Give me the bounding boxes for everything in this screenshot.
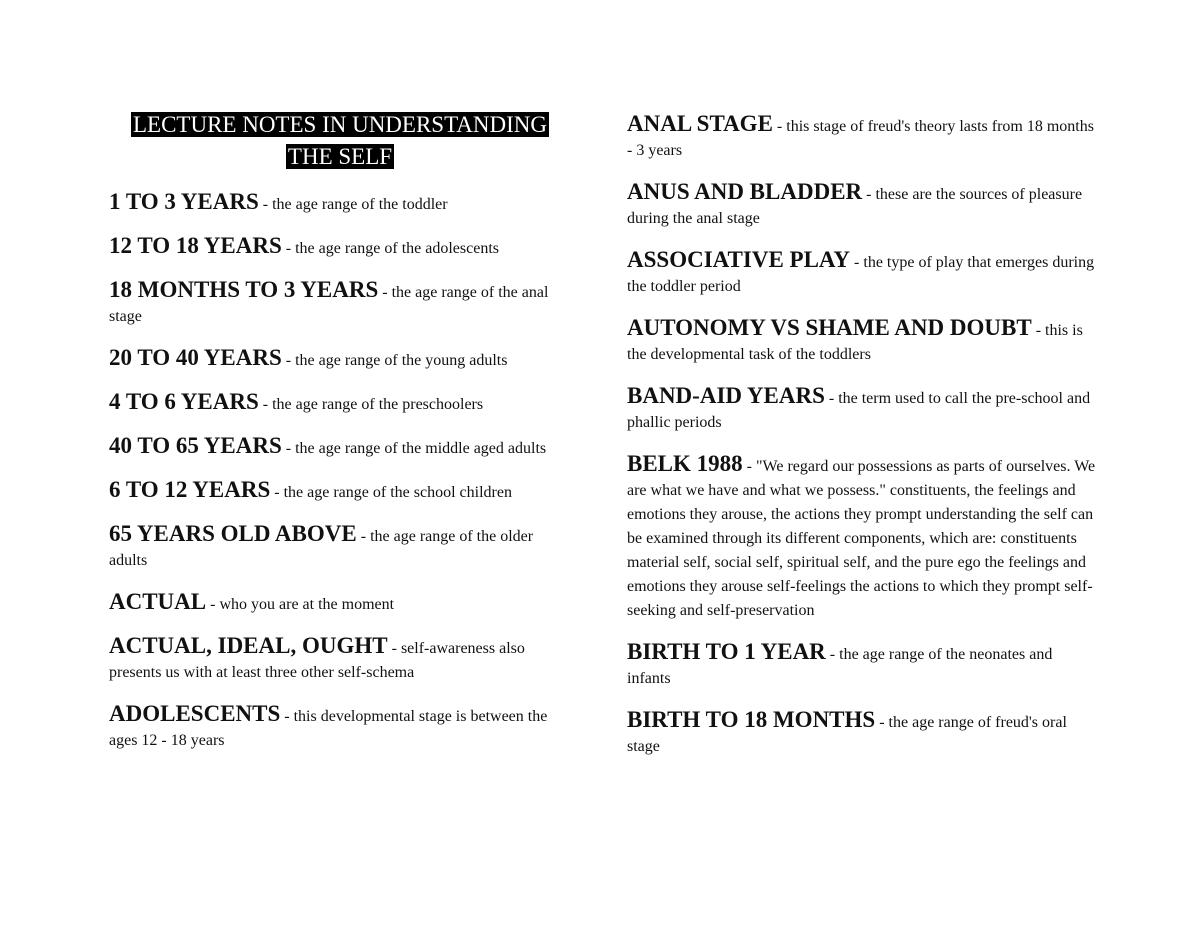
entry-term: 12 TO 18 YEARS [109,233,282,258]
glossary-entry [109,431,571,461]
glossary-entry [627,705,1097,759]
glossary-entry [627,177,1097,231]
entry-definition: - this developmental stage is between the ages 12 - 18 years [109,708,548,749]
glossary-entry [627,313,1097,367]
glossary-entry [109,387,571,417]
entry-term: BIRTH TO 1 YEAR [627,639,826,664]
title-line-1: LECTURE NOTES IN UNDERSTANDING [132,112,548,137]
entry-term: ACTUAL [109,589,207,614]
right-column [627,109,1097,773]
glossary-entry [109,699,571,753]
glossary-entry [627,245,1097,299]
entry-term: ADOLESCENTS [109,701,281,726]
entry-definition: - who you are at the moment [206,596,395,613]
entry-definition: - this stage of freud's theory lasts from 18 months - 3 years [627,118,1094,159]
entry-term: 65 YEARS OLD ABOVE [109,521,357,546]
entry-definition: - these are the sources of pleasure during the anal stage [627,186,1083,227]
left-column [109,109,571,767]
glossary-entry [109,275,571,329]
glossary-entry [109,187,571,217]
entry-definition: - the type of play that emerges during the toddler period [627,254,1095,295]
entry-term: BIRTH TO 18 MONTHS [627,707,876,732]
entry-definition: - the term used to call the pre-school and phallic periods [627,390,1091,431]
entry-term: ASSOCIATIVE PLAY [627,247,851,272]
glossary-entry [627,637,1097,691]
entry-definition: - the age range of the neonates and infants [627,646,1053,687]
glossary-entry [109,475,571,505]
entry-term: 4 TO 6 YEARS [109,389,259,414]
entry-term: 40 TO 65 YEARS [109,433,282,458]
glossary-entry [109,631,571,685]
entry-term: 6 TO 12 YEARS [109,477,271,502]
entry-term: AUTONOMY VS SHAME AND DOUBT [627,315,1032,340]
title-line-2: THE SELF [287,144,393,169]
entry-definition: - self-awareness also presents us with at least three other self-schema [109,640,525,681]
glossary-entry [109,587,571,617]
entry-term: 20 TO 40 YEARS [109,345,282,370]
entry-term: ANUS AND BLADDER [627,179,863,204]
entry-term: ACTUAL, IDEAL, OUGHT [109,633,388,658]
glossary-entry [627,381,1097,435]
glossary-entry [109,231,571,261]
entry-definition: - this is the developmental task of the toddlers [627,322,1083,363]
entry-definition: - the age range of the preschoolers [258,396,484,413]
entry-definition: - the age range of the school children [270,484,512,501]
glossary-entry [109,519,571,573]
glossary-entry [109,343,571,373]
entry-term: BAND-AID YEARS [627,383,825,408]
entry-definition: - the age range of the middle aged adults [281,440,547,457]
entry-definition: - the age range of the toddler [258,196,448,213]
glossary-entry [627,109,1097,163]
entry-term: 18 MONTHS TO 3 YEARS [109,277,379,302]
entry-term: BELK 1988 [627,451,743,476]
entry-definition: - "We regard our possessions as parts of ourselves. We are what we have and what we possess." constituents, the feelings and emotions they arouse, the actions they prompt understanding the self can be examined through its different components, which are: constituents material self, social self, spiritual self, and the pure ego the feelings and emotions they arouse self-feelings the actions to which they prompt self-seeking and self-preservation [627,458,1096,619]
entry-definition: - the age range of the older adults [109,528,534,569]
entry-definition: - the age range of the adolescents [281,240,499,257]
entry-term: 1 TO 3 YEARS [109,189,259,214]
document-title [109,109,571,173]
entry-term: ANAL STAGE [627,111,773,136]
glossary-entry [627,449,1097,623]
entry-definition: - the age range of freud's oral stage [627,714,1067,755]
entry-definition: - the age range of the anal stage [109,284,549,325]
entry-definition: - the age range of the young adults [281,352,508,369]
